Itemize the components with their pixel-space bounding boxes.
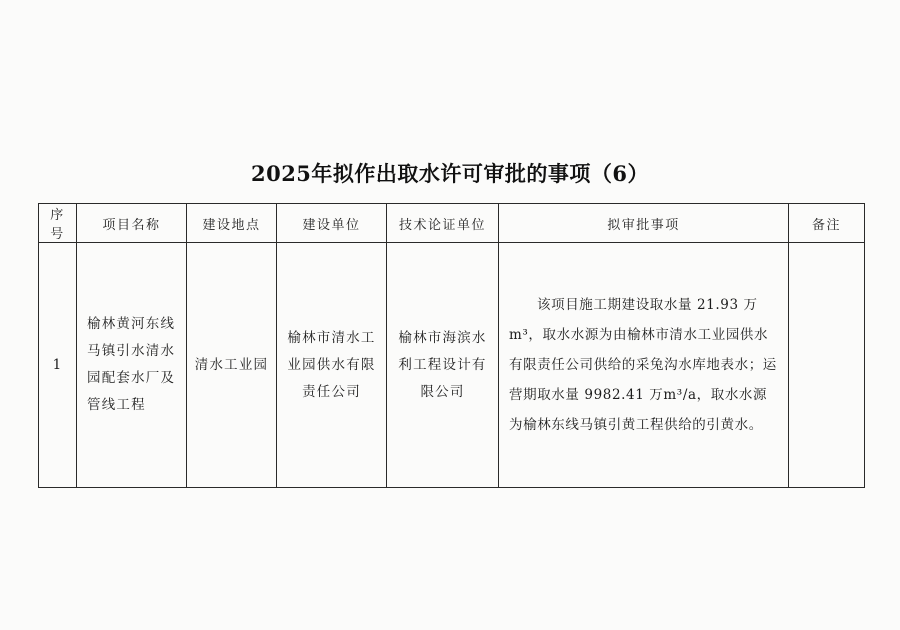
- cell-approval: [499, 243, 789, 488]
- approval-text: 该项目施工期建设取水量 21.93 万m³，取水水源为由榆林市清水工业园供水有限责任公司供给的采兔沟水库地表水；运营期取水量 9982.41 万m³/a，取水水源为榆林东线马镇引黄工程供给的引黄水。: [509, 297, 777, 433]
- cell-project-name: 榆林黄河东线马镇引水清水园配套水厂及管线工程: [77, 243, 187, 488]
- cell-remarks: [789, 243, 865, 488]
- cell-builder: 榆林市清水工业园供水有限责任公司: [277, 243, 387, 488]
- document-title: 2025年拟作出取水许可审批的事项（6）: [250, 161, 650, 186]
- header-tech-unit: 技术论证单位: [387, 204, 499, 243]
- header-project-name: 项目名称: [77, 204, 187, 243]
- table-header-row: [39, 204, 865, 243]
- cell-seq: 1: [39, 243, 77, 488]
- header-remarks: 备注: [789, 204, 865, 243]
- header-location: 建设地点: [187, 204, 277, 243]
- table-row: [39, 243, 865, 488]
- approval-table: [38, 203, 865, 488]
- header-seq: 序号: [39, 204, 77, 243]
- cell-tech-unit: 榆林市海滨水利工程设计有限公司: [387, 243, 499, 488]
- header-approval: 拟审批事项: [499, 204, 789, 243]
- header-builder: 建设单位: [277, 204, 387, 243]
- cell-location: 清水工业园: [187, 243, 277, 488]
